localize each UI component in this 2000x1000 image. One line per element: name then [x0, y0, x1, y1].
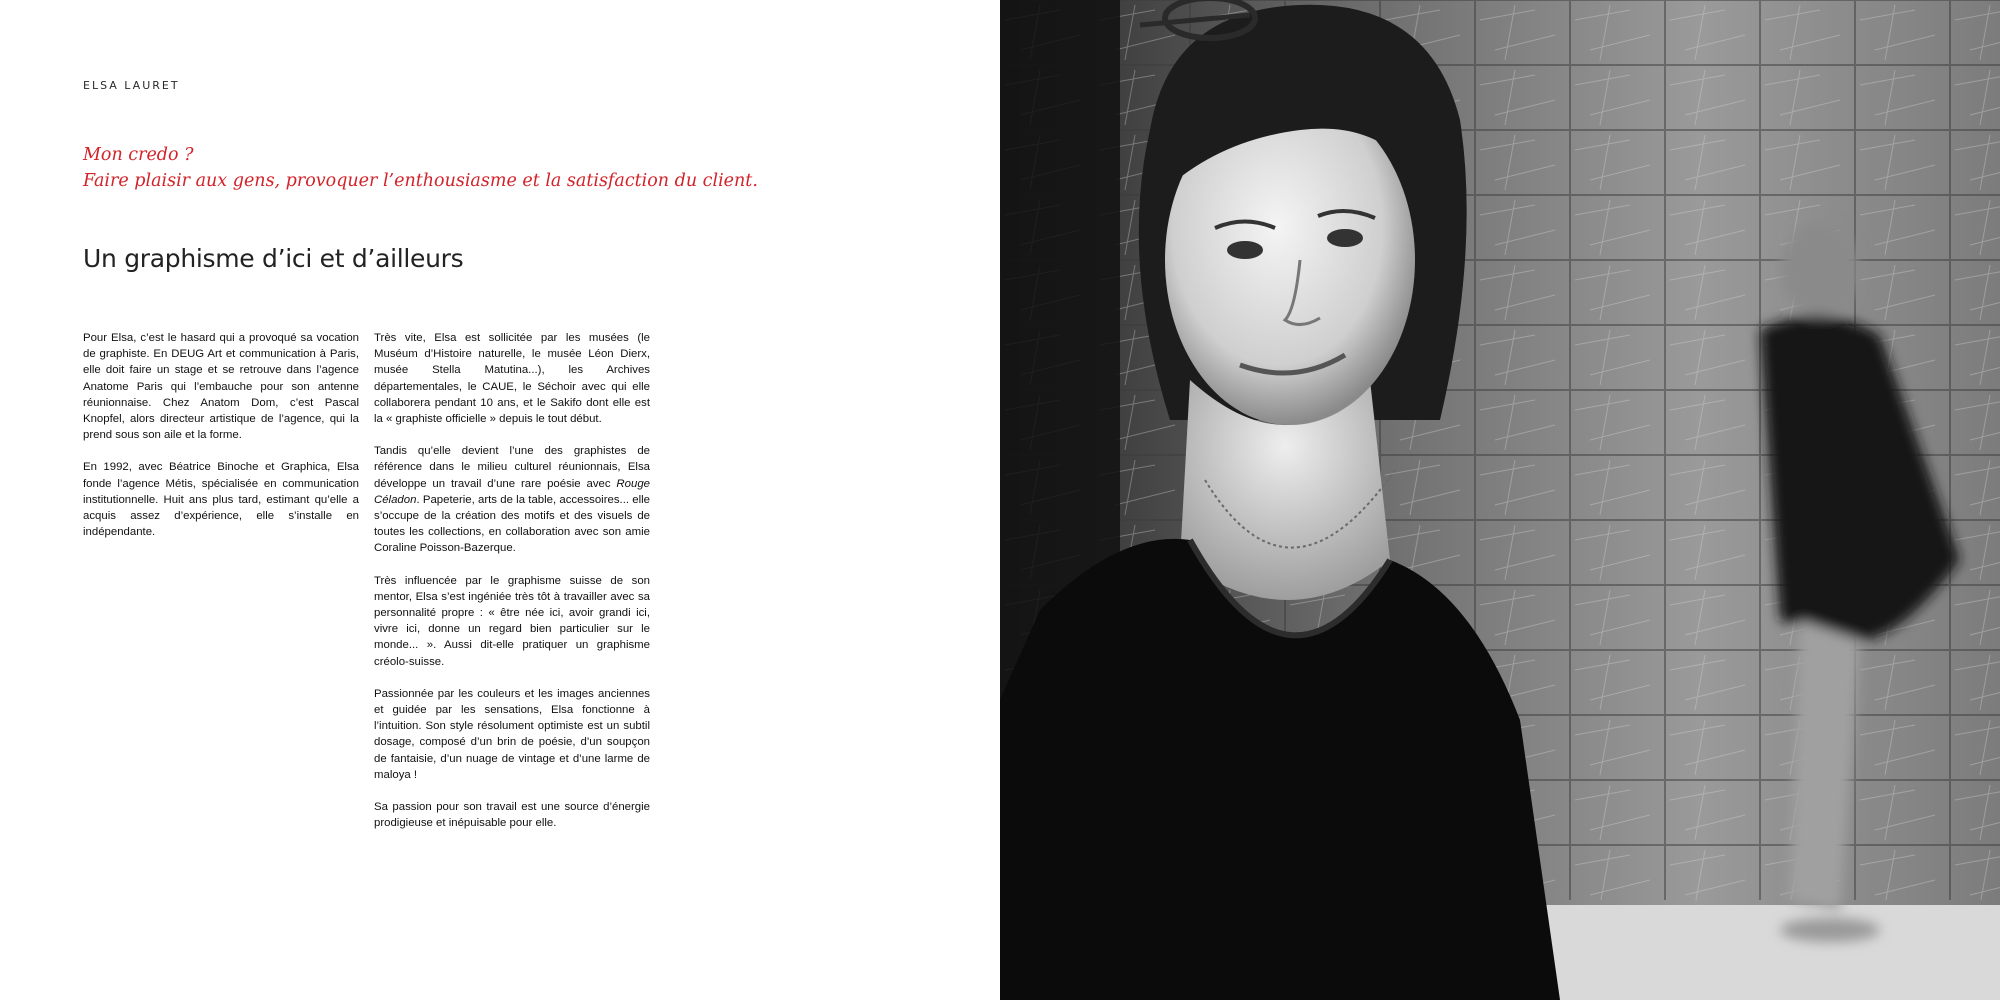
paragraph: Tandis qu’elle devient l’une des graphistes de référence dans le milieu culturel réunionnais, Elsa développe un travail d’une rare poésie avec Rouge Céladon. Papeterie, arts de la table, accessoires... elle s’occupe de la création des motifs et des visuels de toutes les collections, en collaboration avec son amie Coraline Poisson-Bazerque.	[374, 445, 650, 555]
left-eye	[1227, 241, 1263, 259]
credo-line-1: Mon credo ?	[83, 145, 194, 165]
author-name: ELSA LAURET	[83, 79, 180, 92]
credo-quote	[83, 142, 983, 194]
text-column-1	[83, 330, 359, 556]
floor	[1520, 905, 2000, 1000]
portrait-photo	[1000, 0, 2000, 1000]
paragraph: Très vite, Elsa est sollicitée par les musées (le Muséum d’Histoire naturelle, le musée Léon Dierx, musée Stella Matutina...), les Archives départementales, le CAUE, le Séchoir avec qui elle collaborera pendant 10 ans, et le Sakifo dont elle est la « graphiste officielle » depuis le tout début.	[374, 332, 650, 426]
portrait-illustration	[1000, 0, 2000, 1000]
text-column-2	[374, 330, 650, 847]
credo-line-2: Faire plaisir aux gens, provoquer l’enthousiasme et la satisfaction du client.	[83, 171, 758, 191]
brand-name: Rouge Céladon	[374, 477, 650, 506]
paragraph: Pour Elsa, c’est le hasard qui a provoqué sa vocation de graphiste. En DEUG Art et communication à Paris, elle doit faire un stage et se retrouve dans l’agence Anatome Paris qui l’embauche pour son antenne réunionnaise. Chez Anatom Dom, c’est Pascal Knopfel, alors directeur artistique de l’agence, qui la prend sous son aile et la forme.	[83, 332, 359, 442]
paragraph: Sa passion pour son travail est une source d’énergie prodigieuse et inépuisable pour elle.	[374, 801, 650, 830]
paragraph: Très influencée par le graphisme suisse de son mentor, Elsa s’est ingéniée très tôt à travailler avec sa personnalité propre : « être née ici, avoir grandi ici, vivre ici, donne un regard bien particulier sur le monde... ». Aussi dit-elle pratiquer un graphisme créolo-suisse.	[374, 574, 650, 668]
right-eye	[1327, 229, 1363, 247]
paragraph: En 1992, avec Béatrice Binoche et Graphica, Elsa fonde l’agence Métis, spécialisée en communication institutionnelle. Huit ans plus tard, estimant qu’elle a acquis assez d’expérience, elle s’installe en indépendante.	[83, 461, 359, 539]
article-heading: Un graphisme d’ici et d’ailleurs	[83, 244, 464, 273]
paragraph: Passionnée par les couleurs et les images anciennes et guidée par les sensations, Elsa fonctionne à l’intuition. Son style résolument optimiste est un subtil dosage, composé d’un brin de poésie, d’un soupçon de fantaisie, d’un nuage de vintage et d’une larme de maloya !	[374, 687, 650, 781]
